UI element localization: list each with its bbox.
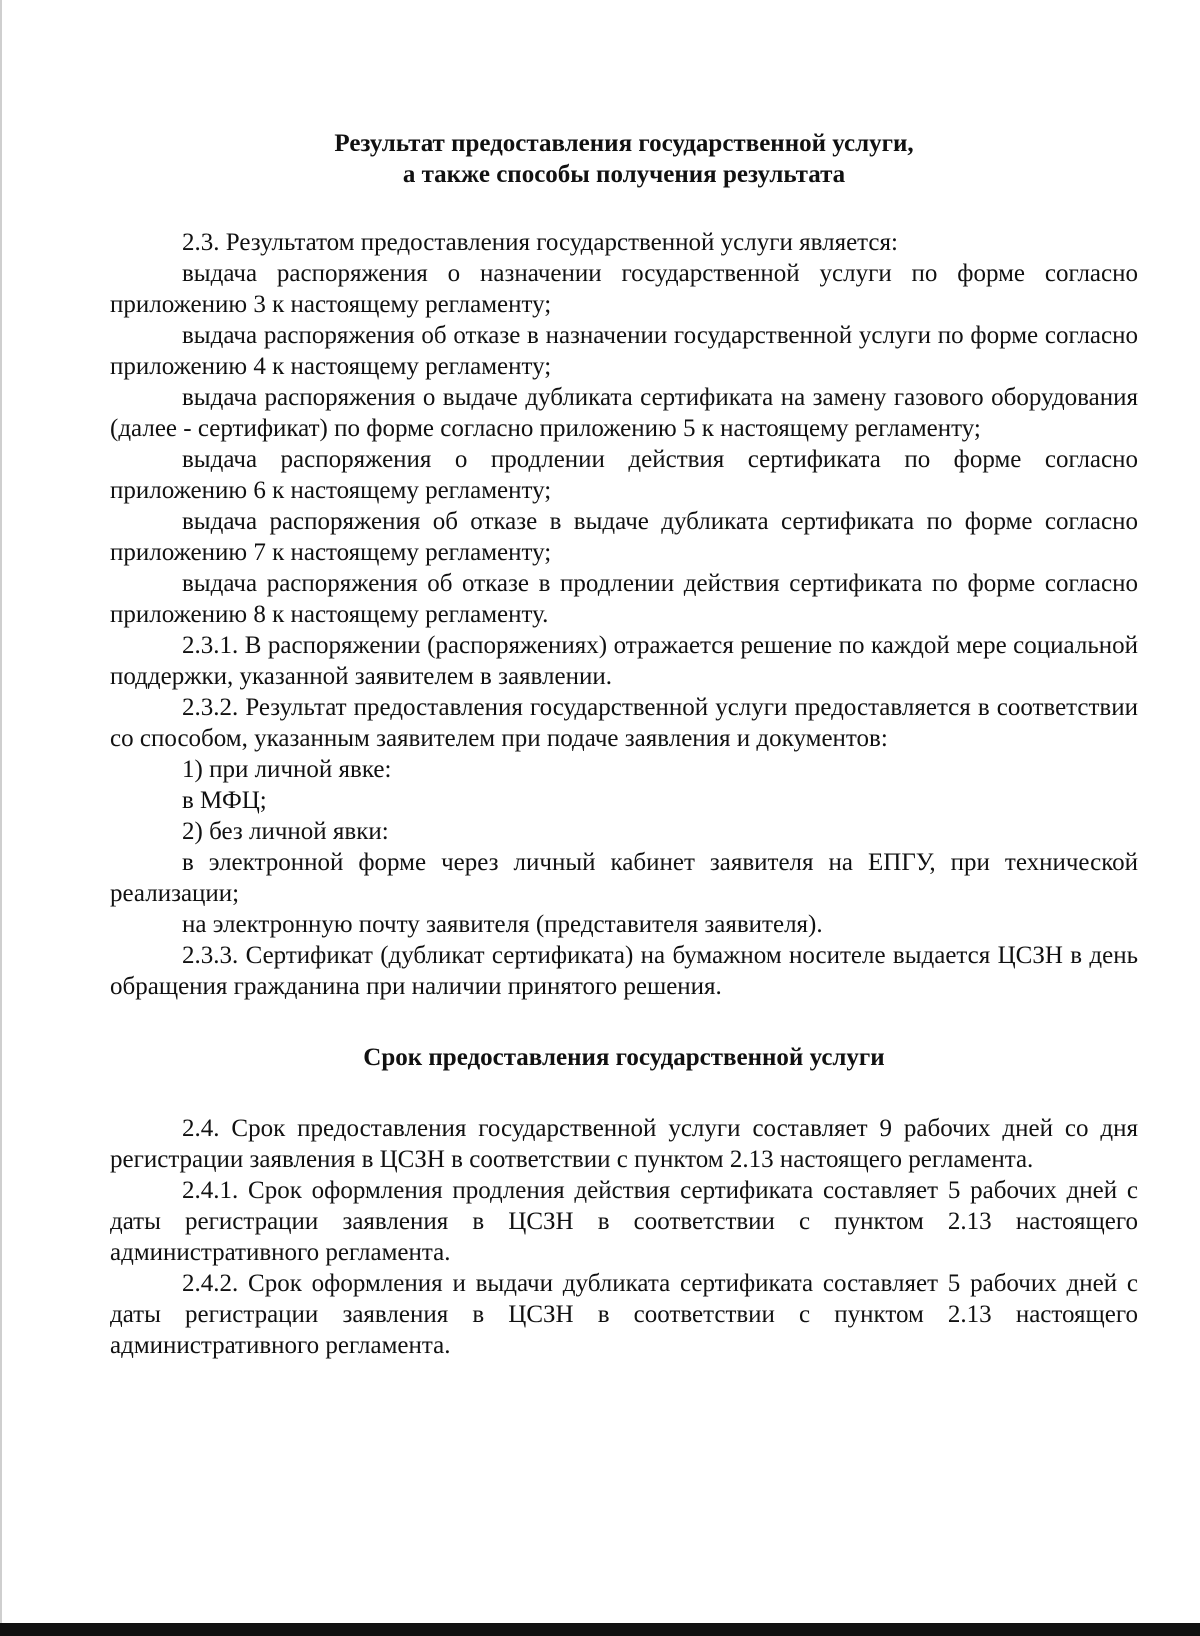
paragraph-2-4: 2.4. Срок предоставления государственной услуги составляет 9 рабочих дней со дня регистрации заявления в ЦСЗН в соответствии с пунктом 2.13 настоящего регламента. — [110, 1115, 1138, 1173]
heading-line: Результат предоставления государственной услуги, — [334, 130, 914, 157]
paragraph-result-item: выдача распоряжения о продлении действия сертификата по форме согласно приложению 6 к настоящему регламенту; — [110, 446, 1138, 504]
paragraph-option: 2) без личной явки: — [182, 818, 389, 845]
paragraph-2-4-1: 2.4.1. Срок оформления продления действия сертификата составляет 5 рабочих дней с даты регистрации заявления в ЦСЗН в соответствии с пунктом 2.13 настоящего административного регламента. — [110, 1177, 1138, 1266]
paragraph-option: в МФЦ; — [182, 787, 267, 814]
scan-edge-left — [0, 0, 2, 1636]
paragraph-2-3-1: 2.3.1. В распоряжении (распоряжениях) отражается решение по каждой мере социальной поддержки, указанной заявителем в заявлении. — [110, 632, 1138, 690]
paragraph-result-item: выдача распоряжения об отказе в выдаче дубликата сертификата по форме согласно приложению 7 к настоящему регламенту; — [110, 508, 1138, 566]
heading-line: Срок предоставления государственной услуги — [363, 1044, 885, 1071]
paragraph-option: в электронной форме через личный кабинет заявителя на ЕПГУ, при технической реализации; — [110, 849, 1138, 907]
section-heading-term — [110, 1042, 1138, 1073]
paragraph-option: на электронную почту заявителя (представителя заявителя). — [182, 911, 823, 938]
document-body — [110, 128, 1138, 1361]
paragraph-2-4-2: 2.4.2. Срок оформления и выдачи дубликата сертификата составляет 5 рабочих дней с даты регистрации заявления в ЦСЗН в соответствии с пунктом 2.13 настоящего административного регламента. — [110, 1270, 1138, 1359]
paragraph-option: 1) при личной явке: — [182, 756, 392, 783]
paragraph-2-3-2: 2.3.2. Результат предоставления государственной услуги предоставляется в соответствии со способом, указанным заявителем при подаче заявления и документов: — [110, 694, 1138, 752]
paragraph-result-item: выдача распоряжения о выдаче дубликата сертификата на замену газового оборудования (далее - сертификат) по форме согласно приложению 5 к настоящему регламенту; — [110, 384, 1138, 442]
section-heading-result — [110, 128, 1138, 190]
paragraph-2-3-3: 2.3.3. Сертификат (дубликат сертификата) на бумажном носителе выдается ЦСЗН в день обращения гражданина при наличии принятого решения. — [110, 942, 1138, 1000]
paragraph-result-item: выдача распоряжения об отказе в продлении действия сертификата по форме согласно приложению 8 к настоящему регламенту. — [110, 570, 1138, 628]
scan-edge-bottom — [0, 1623, 1200, 1636]
paragraph-result-item: выдача распоряжения о назначении государственной услуги по форме согласно приложению 3 к настоящему регламенту; — [110, 260, 1138, 318]
heading-line: а также способы получения результата — [402, 161, 846, 188]
paragraph-2-3: 2.3. Результатом предоставления государственной услуги является: — [182, 229, 898, 256]
paragraph-result-item: выдача распоряжения об отказе в назначении государственной услуги по форме согласно приложению 4 к настоящему регламенту; — [110, 322, 1138, 380]
